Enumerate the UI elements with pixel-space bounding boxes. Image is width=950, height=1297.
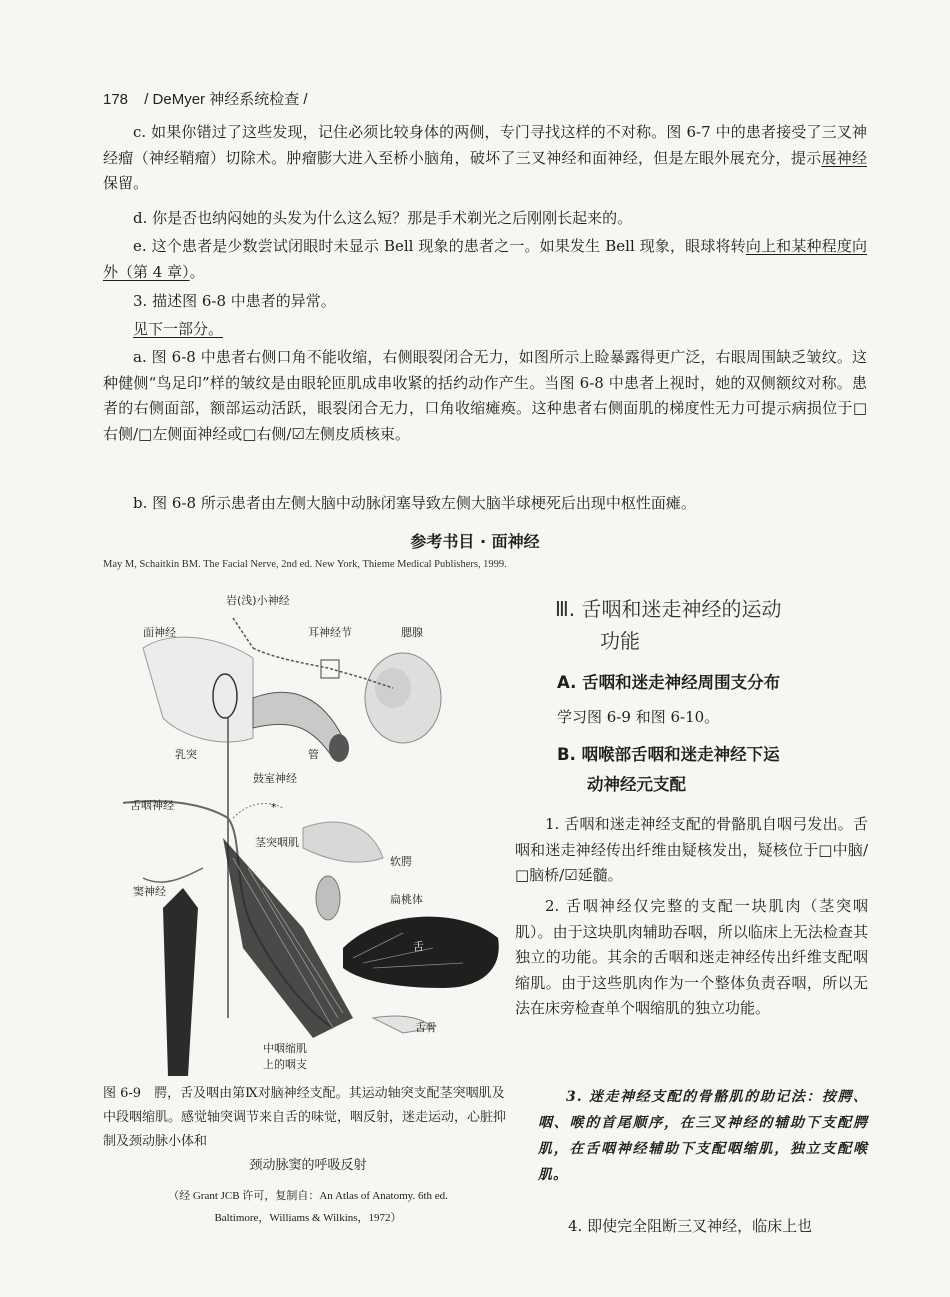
references-heading: 参考书目 · 面神经 (410, 532, 540, 551)
subsection-a-heading: A. 舌咽和迷走神经周围支分布 (557, 673, 781, 692)
paragraph-d: d. 你是否也纳闷她的头发为什么这么短？那是手术剃光之后刚刚长起来的。 (133, 209, 633, 227)
label-facial: 面神经 (143, 626, 176, 639)
label-glosso: 舌咽神经 (130, 799, 174, 812)
label-softpalate: 软腭 (390, 855, 412, 868)
sinus-nerve (143, 868, 203, 882)
reference-entry: May M, Schaitkin BM. The Facial Nerve, 2nd ed. New York, Thieme Medical Publishers, 1999. (103, 559, 507, 570)
soft-palate (303, 822, 383, 862)
stylopharyngeus-muscle (223, 838, 353, 1038)
page-number: 178 (103, 91, 129, 108)
subsection-b-heading: B. 咽喉部舌咽和迷走神经下运 动神经元支配 (557, 745, 780, 794)
answer-abducens: 展神经 (821, 148, 867, 167)
label-tonsil: 扁桃体 (390, 893, 423, 906)
anatomy-illustration (103, 588, 513, 1076)
label-constrictor-1: 中咽缩肌 (263, 1042, 307, 1055)
question-3: 3. 描述图 6-8 中患者的异常。 (133, 292, 336, 310)
label-tube: 管 (308, 748, 319, 761)
label-mastoid: 乳突 (175, 748, 197, 761)
label-petrosal: 岩(浅)小神经 (226, 594, 290, 607)
label-parotid: 腮腺 (401, 626, 423, 639)
running-title: / DeMyer 神经系统检查 / (144, 91, 308, 108)
question-3-answer: 见下一部分。 (133, 320, 224, 338)
label-tongue: 舌 (413, 940, 424, 953)
mnemonic-paragraph: 3. 迷走神经支配的骨骼肌的助记法：按腭、咽、喉的首尾顺序，在三叉神经的辅助下支配腭肌，在舌咽神经辅助下支配咽缩肌，独立支配喉肌。 (538, 1089, 868, 1183)
label-otic: 耳神经节 (308, 626, 352, 639)
label-star: * (271, 801, 277, 814)
label-stylo: 茎突咽肌 (255, 836, 299, 849)
label-tympanic: 鼓室神经 (253, 772, 297, 785)
paragraph-2: 2. 舌咽神经仅完整的支配一块肌肉（茎突咽肌）。由于这块肌肉辅助吞咽，所以临床上无法检查其独立的功能。其余的舌咽和迷走神经传出纤维支配咽缩肌。由于这些肌肉作为一个整体负责吞咽，所以无法在床旁检查单个咽缩肌的独立功能。 (515, 897, 868, 1017)
paragraph-4: 4. 即使完全阻断三叉神经，临床上也 (568, 1217, 813, 1235)
label-constrictor-2: 上的咽支 (263, 1058, 307, 1071)
paragraph-b: b. 图 6-8 所示患者由左侧大脑中动脉闭塞导致左侧大脑半球梗死后出现中枢性面瘫。 (133, 494, 696, 512)
running-header (103, 88, 308, 109)
paragraph-c: c. 如果你错过了这些发现，记住必须比较身体的两侧，专门寻找这样的不对称。图 6-7 中的患者接受了三叉神经瘤（神经鞘瘤）切除术。肿瘤膨大进入至桥小脑角，破坏了三叉神经和面神经，但是左眼外展充分，提示展神经保留。 (103, 123, 867, 192)
section-title: Ⅲ. 舌咽和迷走神经的运动 功能 (555, 597, 782, 653)
answer-bell: 向上和某种程度向外（第 4 章） (103, 237, 867, 281)
figure-credit: （经 Grant JCB 许可，复制自：An Atlas of Anatomy. 6th ed. Baltimore，Williams & Wilkins，1972） (168, 1190, 448, 1224)
figure-caption: 图 6-9 腭，舌及咽由第Ⅸ对脑神经支配。其运动轴突支配茎突咽肌及中段咽缩肌。感觉轴突调节来自舌的味觉，咽反射，迷走运动，心脏抑制及颈动脉小体和 颈动脉窦的呼吸反射 (103, 1086, 507, 1173)
paragraph-1: 1. 舌咽和迷走神经支配的骨骼肌自咽弓发出。舌咽和迷走神经传出纤维由疑核发出，疑核位于□中脑/□脑桥/☑延髓。 (515, 815, 868, 884)
tube-end (329, 734, 349, 762)
paragraph-a: a. 图 6-8 中患者右侧口角不能收缩，右侧眼裂闭合无力，如图所示上睑暴露得更广泛，右眼周围缺乏皱纹。这种健侧“鸟足印”样的皱纹是由眼轮匝肌成串收紧的括约动作产生。当图 6-8 中患者上视时，她的双侧额纹对称。患者的右侧面部，额部运动活跃，眼裂闭合无力，口角收缩瘫痪。这种患者右侧面肌的梯度性无力可提示病损位于□右侧/□左侧面神经或□右侧/☑左侧皮质核束。 (103, 348, 867, 443)
figure-6-9 (103, 588, 513, 1076)
label-hyoid: 舌骨 (415, 1021, 437, 1034)
label-sinus: 窦神经 (133, 885, 166, 898)
paragraph-e: e. 这个患者是少数尝试闭眼时未显示 Bell 现象的患者之一。如果发生 Bell 现象，眼球将转向上和某种程度向外（第 4 章）。 (103, 237, 867, 281)
tonsil (316, 876, 340, 920)
carotid-artery (163, 888, 198, 1076)
subsection-a-text: 学习图 6-9 和图 6-10。 (557, 708, 720, 726)
